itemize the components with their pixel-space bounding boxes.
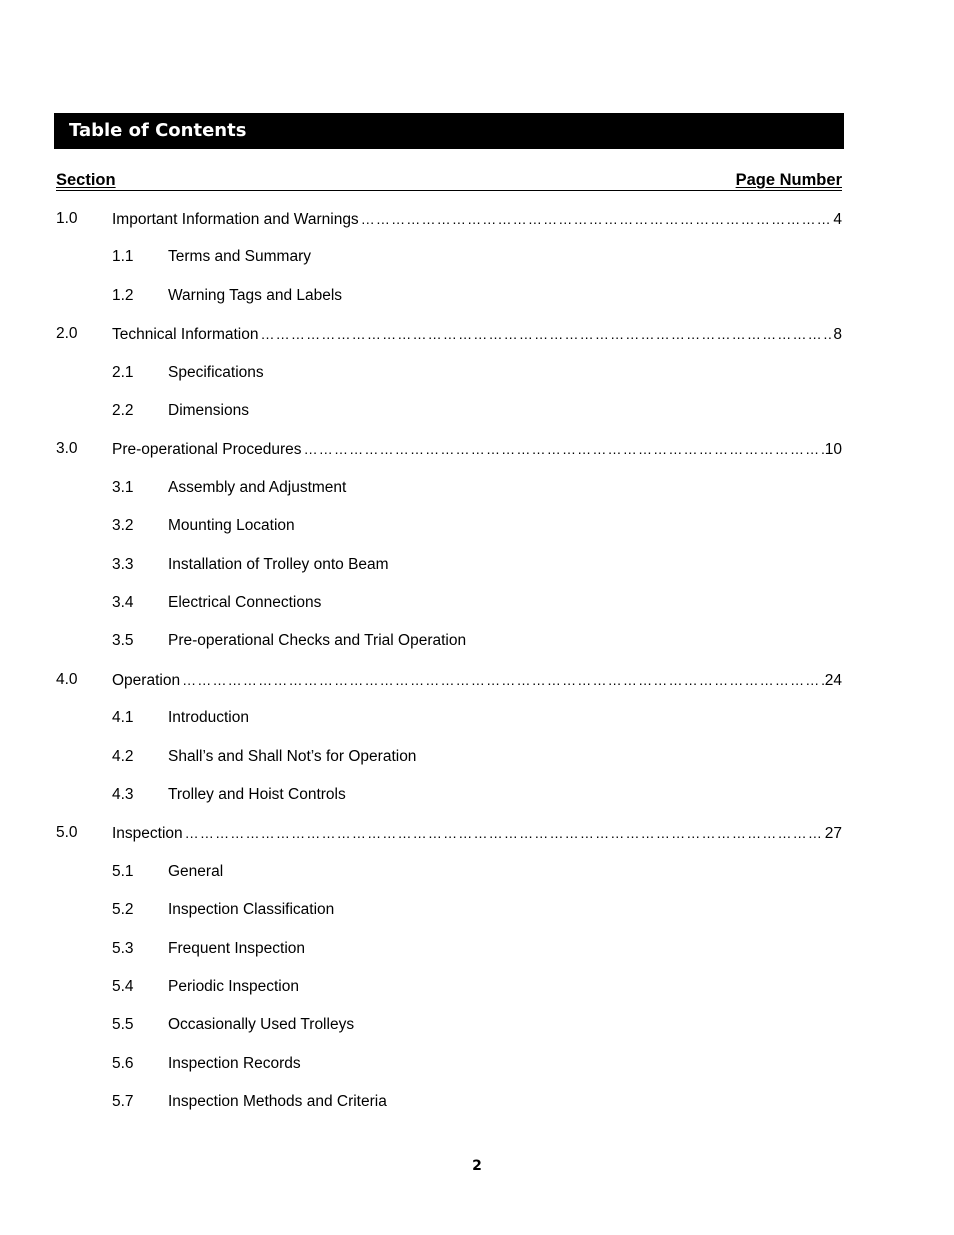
toc-subsection-entry[interactable] bbox=[56, 630, 842, 652]
footer-page-number: 2 bbox=[472, 1158, 482, 1174]
entry-number: 5.2 bbox=[112, 901, 134, 918]
entry-title: Technical Information bbox=[112, 326, 259, 343]
toc-subsection-entry[interactable] bbox=[56, 246, 842, 268]
entry-line bbox=[112, 323, 842, 346]
toc-subsection-entry[interactable] bbox=[56, 554, 842, 576]
entry-number: 1.2 bbox=[112, 287, 134, 304]
entry-title: Terms and Summary bbox=[168, 248, 311, 265]
entry-number: 3.1 bbox=[112, 479, 134, 496]
entry-title: General bbox=[168, 863, 224, 880]
section-column-label: Section bbox=[56, 171, 116, 189]
entry-number: 4.2 bbox=[112, 748, 134, 765]
entry-number: 5.1 bbox=[112, 863, 134, 880]
entry-number: 1.0 bbox=[56, 210, 78, 227]
entry-number: 5.5 bbox=[112, 1016, 134, 1033]
entry-title: Inspection Classification bbox=[168, 901, 335, 918]
dot-leader bbox=[183, 822, 825, 844]
entry-title: Inspection bbox=[112, 825, 183, 842]
entry-number: 3.2 bbox=[112, 517, 134, 534]
entry-title: Specifications bbox=[168, 364, 264, 381]
entry-title: Mounting Location bbox=[168, 517, 295, 534]
dot-leader bbox=[258, 323, 833, 345]
toc-subsection-entry[interactable] bbox=[56, 746, 842, 768]
entry-number: 3.3 bbox=[112, 556, 134, 573]
dot-leader bbox=[180, 669, 825, 691]
toc-subsection-entry[interactable] bbox=[56, 707, 842, 729]
entry-title: Electrical Connections bbox=[168, 594, 322, 611]
entry-title: Warning Tags and Labels bbox=[168, 287, 343, 304]
toc-subsection-entry[interactable] bbox=[56, 1053, 842, 1075]
toc-section-entry[interactable] bbox=[56, 208, 842, 230]
toc-subsection-entry[interactable] bbox=[56, 976, 842, 998]
entry-title: Shall’s and Shall Not’s for Operation bbox=[168, 748, 417, 765]
entry-number: 2.2 bbox=[112, 402, 134, 419]
toc-subsection-entry[interactable] bbox=[56, 592, 842, 614]
entry-line bbox=[112, 438, 842, 461]
page-number-column-label: Page Number bbox=[735, 171, 842, 189]
entry-number: 5.3 bbox=[112, 940, 134, 957]
column-header bbox=[56, 169, 842, 191]
entry-title: Assembly and Adjustment bbox=[168, 479, 347, 496]
toc-subsection-entry[interactable] bbox=[56, 515, 842, 537]
toc-section-entry[interactable] bbox=[56, 323, 842, 345]
entry-number: 3.4 bbox=[112, 594, 134, 611]
entry-title: Periodic Inspection bbox=[168, 978, 299, 995]
entry-title: Important Information and Warnings bbox=[112, 211, 359, 228]
entry-number: 3.0 bbox=[56, 440, 78, 457]
entry-number: 4.1 bbox=[112, 709, 134, 726]
entry-line bbox=[112, 208, 842, 231]
toc-subsection-entry[interactable] bbox=[56, 362, 842, 384]
entry-title: Operation bbox=[112, 672, 181, 689]
entry-title: Installation of Trolley onto Beam bbox=[168, 556, 389, 573]
toc-title-banner bbox=[54, 113, 844, 149]
dot-leader bbox=[302, 438, 825, 460]
page-title: Table of Contents bbox=[69, 120, 247, 141]
toc-subsection-entry[interactable] bbox=[56, 400, 842, 422]
entry-number: 3.5 bbox=[112, 632, 134, 649]
entry-page-number: 27 bbox=[824, 825, 842, 842]
entry-number: 5.7 bbox=[112, 1093, 134, 1110]
toc-subsection-entry[interactable] bbox=[56, 784, 842, 806]
entry-title: Pre-operational Procedures bbox=[112, 441, 302, 458]
entry-title: Pre-operational Checks and Trial Operation bbox=[168, 632, 467, 649]
entry-line bbox=[112, 669, 842, 692]
toc-subsection-entry[interactable] bbox=[56, 477, 842, 499]
entry-number: 5.6 bbox=[112, 1055, 134, 1072]
entry-title: Inspection Records bbox=[168, 1055, 301, 1072]
entry-title: Inspection Methods and Criteria bbox=[168, 1093, 387, 1110]
toc-section-entry[interactable] bbox=[56, 822, 842, 844]
toc-subsection-entry[interactable] bbox=[56, 861, 842, 883]
entry-number: 1.1 bbox=[112, 248, 134, 265]
toc-subsection-entry[interactable] bbox=[56, 1091, 842, 1113]
toc-subsection-entry[interactable] bbox=[56, 899, 842, 921]
toc-subsection-entry[interactable] bbox=[56, 285, 842, 307]
entry-number: 5.4 bbox=[112, 978, 134, 995]
entry-number: 2.1 bbox=[112, 364, 134, 381]
entry-page-number: 10 bbox=[824, 441, 842, 458]
entry-title: Introduction bbox=[168, 709, 249, 726]
entry-title: Dimensions bbox=[168, 402, 249, 419]
entry-page-number: 8 bbox=[833, 326, 842, 343]
entry-title: Trolley and Hoist Controls bbox=[168, 786, 346, 803]
entry-title: Frequent Inspection bbox=[168, 940, 306, 957]
dot-leader bbox=[359, 208, 834, 230]
entry-page-number: 4 bbox=[833, 211, 842, 228]
entry-number: 4.3 bbox=[112, 786, 134, 803]
toc-subsection-entry[interactable] bbox=[56, 1014, 842, 1036]
entry-line bbox=[112, 822, 842, 845]
entry-number: 5.0 bbox=[56, 824, 78, 841]
toc-section-entry[interactable] bbox=[56, 438, 842, 460]
toc-subsection-entry[interactable] bbox=[56, 938, 842, 960]
toc-section-entry[interactable] bbox=[56, 669, 842, 691]
entry-page-number: 24 bbox=[824, 672, 842, 689]
entry-number: 4.0 bbox=[56, 671, 78, 688]
entry-title: Occasionally Used Trolleys bbox=[168, 1016, 355, 1033]
entry-number: 2.0 bbox=[56, 325, 78, 342]
